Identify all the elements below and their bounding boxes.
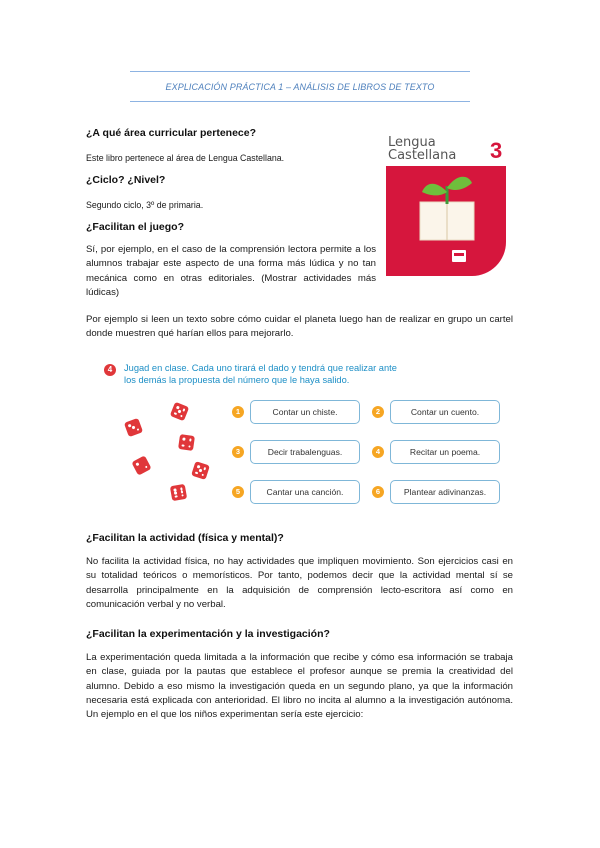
option-badge-1: 1 (232, 406, 244, 418)
text-cycle: Segundo ciclo, 3º de primaria. (86, 200, 204, 210)
book-title-line1: Lengua (388, 135, 436, 150)
dice-icon (170, 402, 190, 422)
option-5: Cantar una canción. (250, 480, 360, 504)
text-play: Sí, por ejemplo, en el caso de la comprensión lectora permite a los alumnos trabajar este aspecto de una forma más lúdica y no tan mecánica como en otras editoriales. (Mostrar actividades más lúdicas) (86, 244, 376, 298)
activity-line-2: los demás la propuesta del número que le haya salido. (124, 375, 350, 385)
option-badge-4: 4 (372, 446, 384, 458)
header-rule-bottom (130, 101, 470, 102)
option-6: Plantear adivinanzas. (390, 480, 500, 504)
dice-icon (191, 461, 210, 480)
activity-number-badge: 4 (104, 364, 116, 376)
book-number: 3 (490, 138, 503, 163)
activity-instructions (124, 362, 397, 386)
option-3: Decir trabalenguas. (250, 440, 360, 464)
paragraph-example: Por ejemplo si leen un texto sobre cómo cuidar el planeta luego han de realizar en grupo un cartel donde muestren qué harían ellos para mejorarlo. (86, 314, 513, 340)
option-2: Contar un cuento. (390, 400, 500, 424)
heading-activity: ¿Facilitan la actividad (física y mental)? (86, 532, 284, 544)
book-cover-red-panel (386, 166, 506, 276)
text-experimentation: La experimentación queda limitada a la información que recibe y cómo esa información se trabaja en clase, guiada por la pautas que establece el profesor aunque se premia la creatividad del alumno. Debido a eso mismo la investigación queda en un segundo plano, ya que la información necesaria está explicada con anterioridad. El libro no incita al alumno a la investigación autónoma. Un ejemplo en el que los niños experimentan sería este ejercicio: (86, 652, 513, 721)
text-area: Este libro pertenece al área de Lengua Castellana. (86, 153, 285, 163)
book-title-line2: Castellana (388, 148, 457, 163)
option-4: Recitar un poema. (390, 440, 500, 464)
dice-icon (124, 418, 143, 437)
option-1: Contar un chiste. (250, 400, 360, 424)
heading-play: ¿Facilitan el juego? (86, 221, 185, 233)
option-badge-2: 2 (372, 406, 384, 418)
text-activity: No facilita la actividad física, no hay actividades que impliquen movimiento. Son ejercicios casi en su totalidad teóricos o memorísticos. Por tanto, podemos decir que la actividad mental sí se desarrolla principalmente en la adquisición de comprensión lecto-escritora así como en comunicación verbal y no verbal. (86, 556, 513, 610)
dice-icon (170, 484, 187, 501)
activity-figure (100, 362, 500, 512)
book-sprout-icon (386, 166, 506, 276)
book-title (388, 136, 456, 162)
activity-line-1: Jugad en clase. Cada uno tirará el dado y tendrá que realizar ante (124, 363, 397, 373)
header-rule-top (130, 71, 470, 72)
heading-cycle: ¿Ciclo? ¿Nivel? (86, 174, 166, 186)
heading-area: ¿A qué área curricular pertenece? (86, 127, 257, 139)
option-badge-6: 6 (372, 486, 384, 498)
dice-icon (131, 455, 151, 475)
dice-icon (178, 434, 195, 451)
heading-experimentation: ¿Facilitan la experimentación y la investigación? (86, 628, 330, 640)
option-badge-5: 5 (232, 486, 244, 498)
page-title: EXPLICACIÓN PRÁCTICA 1 – ANÁLISIS DE LIBROS DE TEXTO (165, 82, 435, 92)
book-cover-image (382, 134, 516, 290)
option-badge-3: 3 (232, 446, 244, 458)
